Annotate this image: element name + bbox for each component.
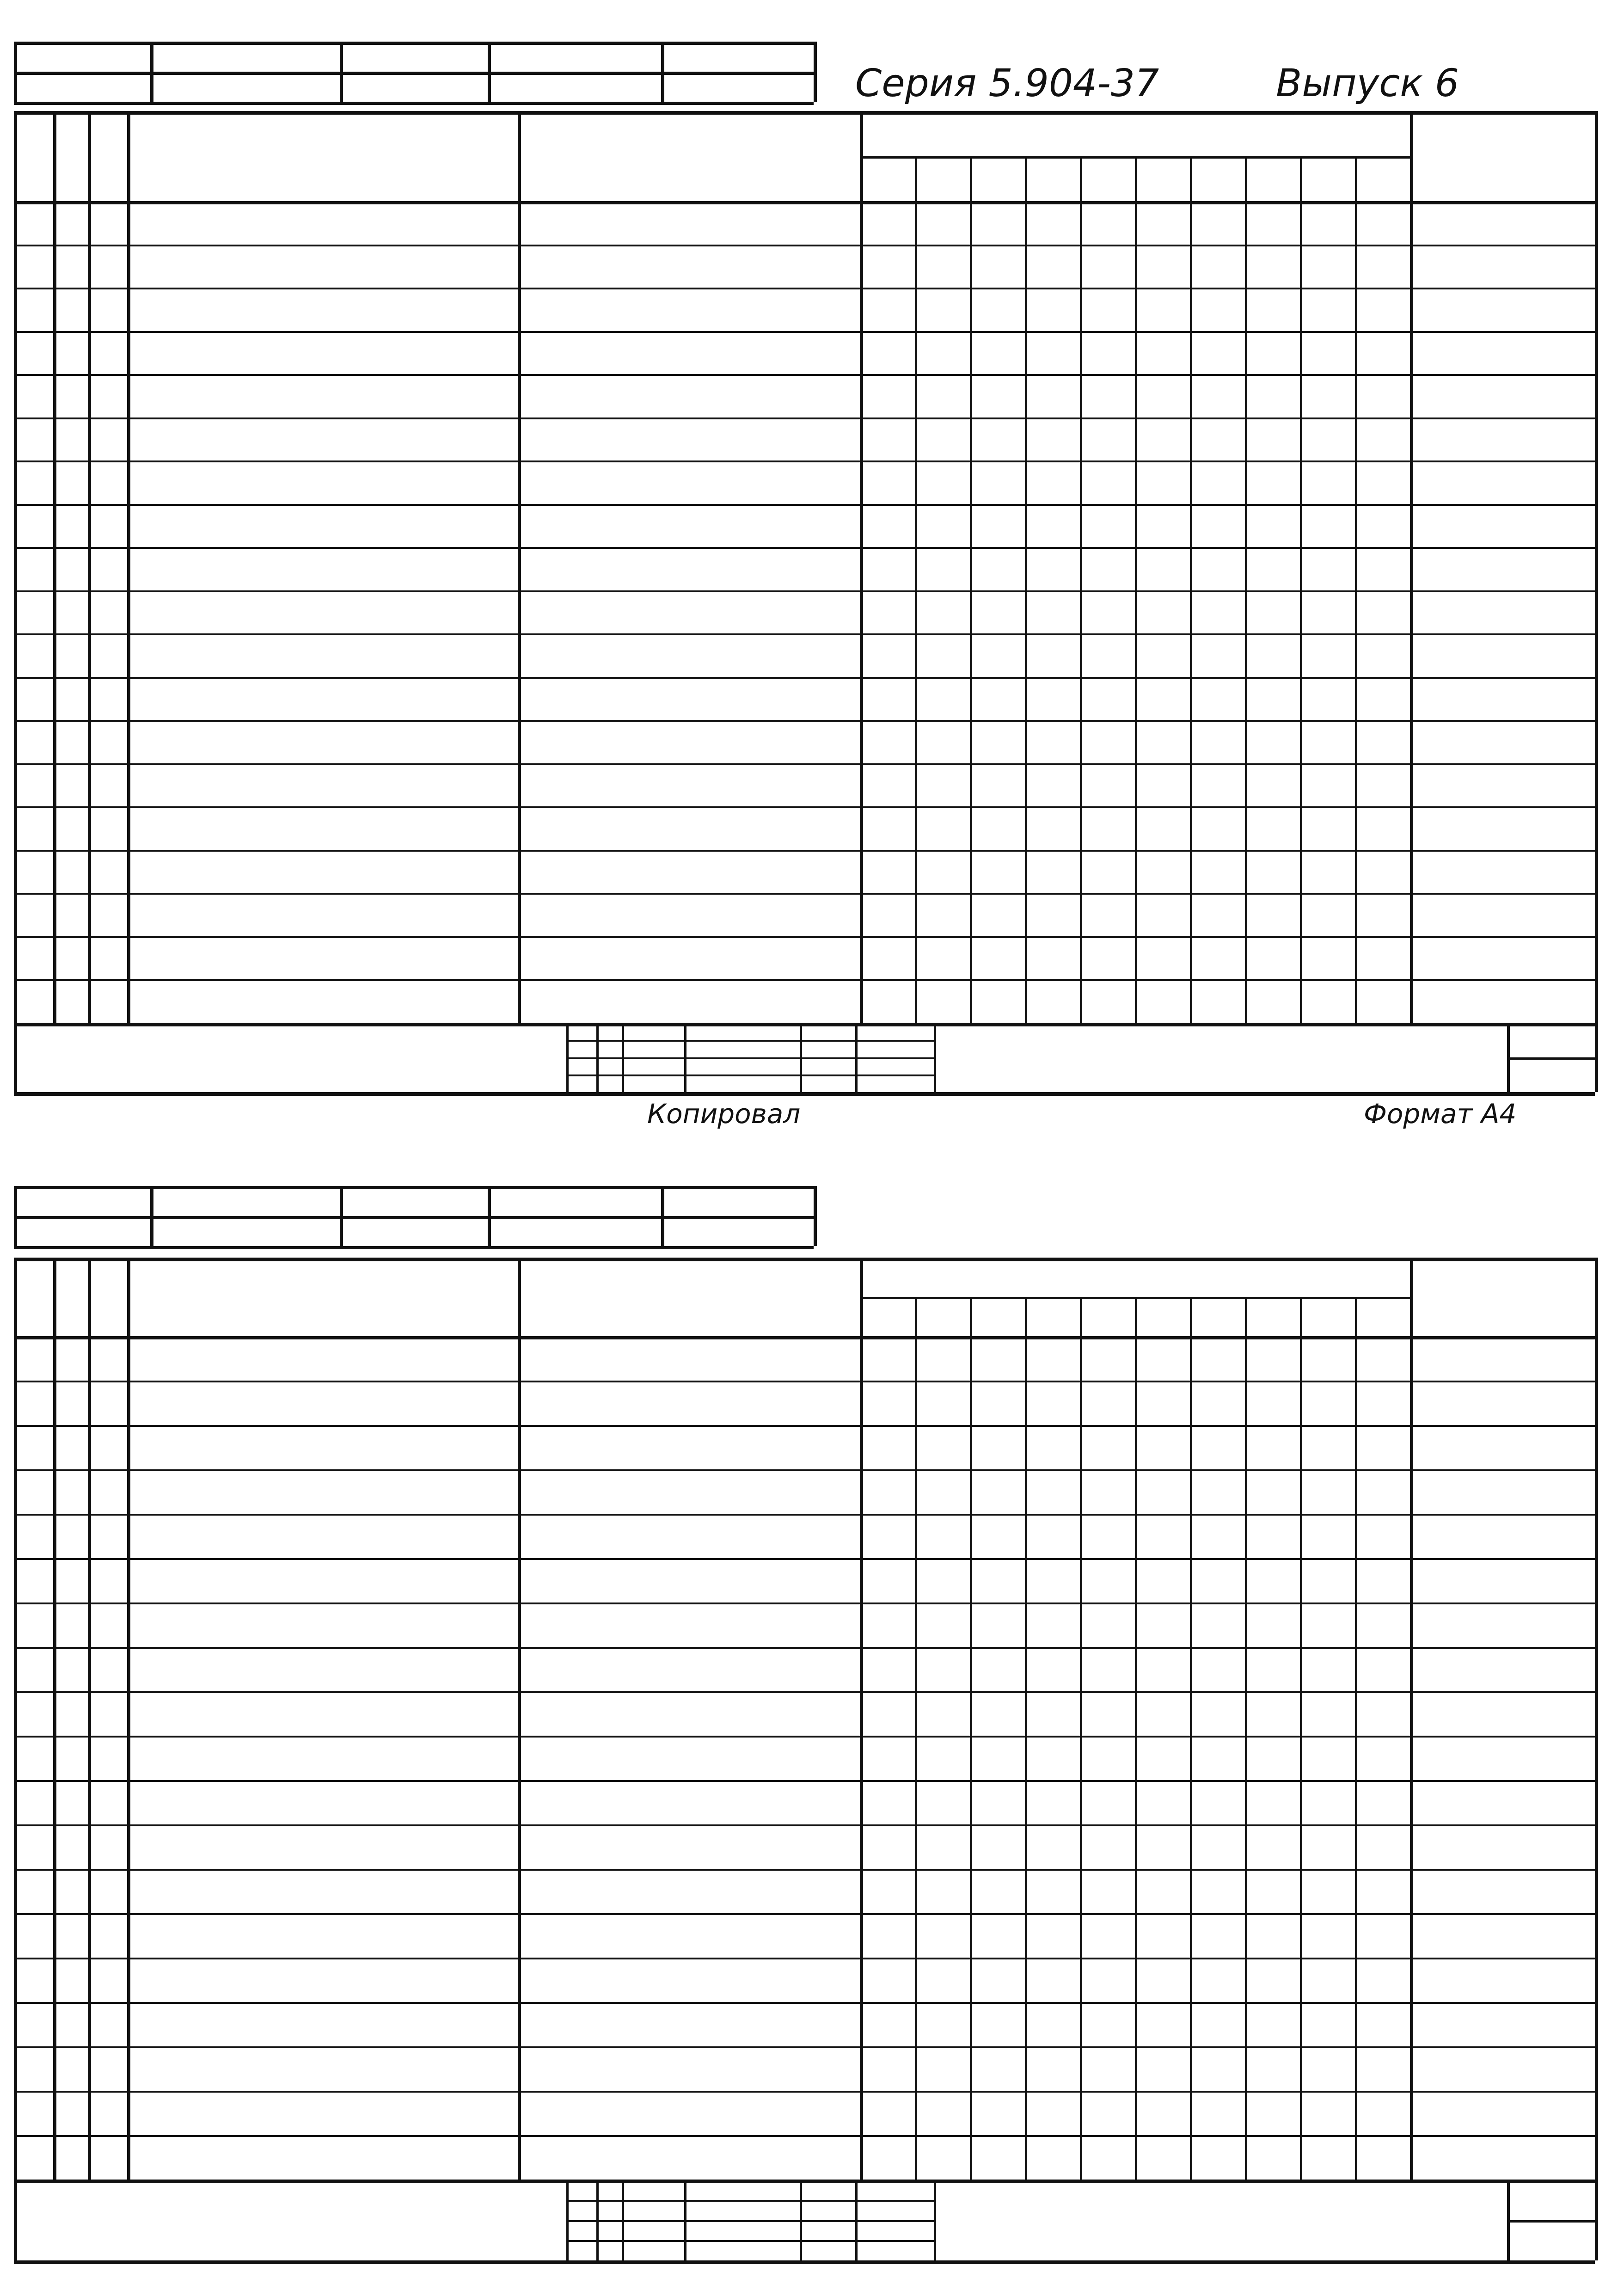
rule-line xyxy=(684,1023,686,1092)
rule-line xyxy=(88,111,91,1023)
rule-line xyxy=(1410,1258,1413,2180)
issue-label: Выпуск 6 xyxy=(1276,61,1459,105)
specification-sheet-7 xyxy=(0,0,1624,1133)
rule-line xyxy=(14,461,1595,462)
rule-line xyxy=(14,374,1595,376)
rule-line xyxy=(855,1023,858,1092)
format-label: Формат А4 xyxy=(1364,1098,1517,1130)
rule-line xyxy=(14,1469,1595,1471)
rule-line xyxy=(14,1824,1595,1826)
rule-line xyxy=(14,720,1595,722)
rule-line xyxy=(14,806,1595,808)
rule-line xyxy=(855,2180,858,2260)
rule-line xyxy=(14,72,814,75)
rule-line xyxy=(622,1023,624,1092)
rule-line xyxy=(14,936,1595,938)
rule-line xyxy=(14,677,1595,679)
rule-line xyxy=(14,418,1595,419)
rule-line xyxy=(566,1023,569,1092)
rule-line xyxy=(14,111,17,1023)
rule-line xyxy=(14,245,1595,246)
rule-line xyxy=(1595,1023,1598,1092)
rule-line xyxy=(814,42,817,102)
rule-line xyxy=(340,42,343,102)
rule-line xyxy=(934,1023,936,1092)
rule-line xyxy=(150,42,153,102)
rule-line xyxy=(340,1186,343,1246)
rule-line xyxy=(14,979,1595,981)
rule-line xyxy=(14,1216,814,1219)
rule-line xyxy=(661,1186,664,1246)
rule-line xyxy=(14,2091,1595,2093)
rule-line xyxy=(14,1258,1595,1261)
specification-sheet-8 xyxy=(0,1165,1624,2275)
rule-line xyxy=(518,111,521,1023)
rule-line xyxy=(1595,111,1598,1023)
rule-line xyxy=(934,2180,936,2260)
rule-line xyxy=(14,1186,17,1246)
rule-line xyxy=(14,1425,1595,1427)
rule-line xyxy=(14,331,1595,333)
rule-line xyxy=(860,1258,863,2180)
rule-line xyxy=(860,1297,1410,1299)
rule-line xyxy=(596,1023,599,1092)
rule-line xyxy=(14,547,1595,549)
rule-line xyxy=(1507,2220,1595,2223)
rule-line xyxy=(14,633,1595,635)
rule-line xyxy=(14,504,1595,506)
rule-line xyxy=(14,1736,1595,1738)
rule-line xyxy=(14,1558,1595,1560)
rule-line xyxy=(14,42,17,102)
rule-line xyxy=(14,1381,1595,1382)
rule-line xyxy=(53,111,56,1023)
rule-line xyxy=(14,1336,1595,1339)
rule-line xyxy=(14,1691,1595,1693)
rule-line xyxy=(14,2260,1595,2264)
rule-line xyxy=(14,1514,1595,1516)
rule-line xyxy=(14,102,814,105)
rule-line xyxy=(14,42,814,45)
rule-line xyxy=(622,2180,624,2260)
rule-line xyxy=(860,111,863,1023)
rule-line xyxy=(684,2180,686,2260)
rule-line xyxy=(1595,2180,1598,2260)
copied-label: Копировал xyxy=(647,1098,801,1130)
rule-line xyxy=(14,1258,17,2180)
rule-line xyxy=(566,2180,569,2260)
rule-line xyxy=(14,1647,1595,1649)
rule-line xyxy=(800,2180,802,2260)
rule-line xyxy=(814,1186,817,1246)
rule-line xyxy=(14,288,1595,289)
rule-line xyxy=(14,763,1595,765)
rule-line xyxy=(14,111,1595,115)
rule-line xyxy=(127,111,130,1023)
rule-line xyxy=(14,1023,17,1092)
rule-line xyxy=(14,590,1595,592)
rule-line xyxy=(14,1186,814,1189)
rule-line xyxy=(14,1603,1595,1604)
series-label: Серия 5.904-37 xyxy=(855,61,1159,105)
rule-line xyxy=(53,1258,56,2180)
rule-line xyxy=(127,1258,130,2180)
rule-line xyxy=(14,1092,1595,1096)
rule-line xyxy=(661,42,664,102)
rule-line xyxy=(518,1258,521,2180)
rule-line xyxy=(14,850,1595,852)
rule-line xyxy=(1410,111,1413,1023)
rule-line xyxy=(860,156,1410,159)
rule-line xyxy=(14,201,1595,204)
rule-line xyxy=(14,2046,1595,2048)
rule-line xyxy=(14,2180,17,2260)
rule-line xyxy=(14,893,1595,895)
rule-line xyxy=(150,1186,153,1246)
rule-line xyxy=(1507,1057,1595,1060)
rule-line xyxy=(14,1869,1595,1871)
rule-line xyxy=(1595,1258,1598,2180)
rule-line xyxy=(14,1958,1595,1959)
rule-line xyxy=(14,2135,1595,2137)
rule-line xyxy=(14,1780,1595,1782)
rule-line xyxy=(488,42,491,102)
rule-line xyxy=(14,1246,814,1249)
rule-line xyxy=(800,1023,802,1092)
rule-line xyxy=(14,1913,1595,1915)
rule-line xyxy=(488,1186,491,1246)
rule-line xyxy=(88,1258,91,2180)
rule-line xyxy=(596,2180,599,2260)
rule-line xyxy=(14,2002,1595,2004)
